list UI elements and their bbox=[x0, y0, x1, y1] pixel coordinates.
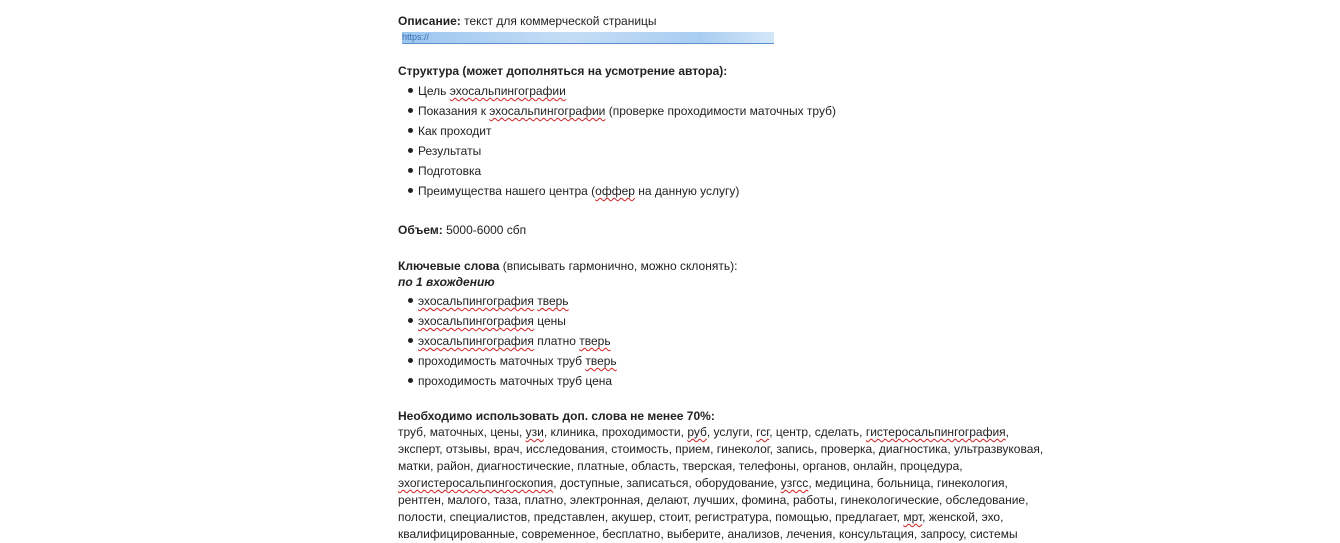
structure-item-keyword: эхосальпингографии bbox=[489, 104, 606, 118]
keyword-term: тверь bbox=[579, 334, 611, 348]
structure-item bbox=[398, 82, 1028, 102]
keyword-text: проходимость маточных труб bbox=[418, 354, 586, 368]
extra-words-text: , bbox=[1005, 425, 1009, 439]
description-link-text[interactable]: https:// bbox=[402, 31, 430, 42]
description-label: Описание: bbox=[398, 14, 461, 28]
extra-words-line bbox=[398, 509, 1028, 526]
extra-words-line bbox=[398, 492, 1028, 509]
extra-words-text: , доступные, записаться, оборудование, bbox=[553, 476, 781, 490]
bullet-icon bbox=[408, 318, 413, 323]
structure-item bbox=[398, 162, 1028, 182]
bullet-icon bbox=[408, 88, 413, 93]
bullet-icon bbox=[408, 188, 413, 193]
structure-item bbox=[398, 102, 1028, 122]
structure-item-text: Цель bbox=[418, 84, 450, 98]
bullet-icon bbox=[408, 128, 413, 133]
extra-word-flagged: гистеросальпингография bbox=[865, 425, 1006, 439]
extra-words-text: матки, район, диагностические, платные, область, тверская, телефоны, органов, онлайн, процедура, bbox=[398, 459, 963, 473]
keyword-term: тверь bbox=[585, 354, 617, 368]
extra-word-flagged: руб bbox=[687, 425, 707, 439]
structure-item-text: Результаты bbox=[418, 144, 482, 158]
keyword-term: тверь bbox=[537, 294, 569, 308]
extra-word-flagged: гсг bbox=[756, 425, 770, 439]
keywords-heading: Ключевые слова bbox=[398, 259, 500, 273]
structure-list bbox=[398, 82, 1028, 202]
volume-line bbox=[398, 222, 1028, 238]
bullet-icon bbox=[408, 108, 413, 113]
structure-item bbox=[398, 142, 1028, 162]
structure-item-text: Показания к bbox=[418, 104, 490, 118]
bullet-icon bbox=[408, 378, 413, 383]
structure-heading: Структура (может дополняться на усмотрение автора): bbox=[398, 64, 728, 78]
document-body bbox=[398, 13, 1044, 543]
bullet-icon bbox=[408, 358, 413, 363]
keyword-item bbox=[398, 292, 1028, 312]
extra-words-line bbox=[398, 475, 1028, 492]
extra-words-line bbox=[398, 424, 1028, 441]
keyword-term: эхосальпингография bbox=[418, 334, 534, 348]
extra-words-text: , женской, эхо, bbox=[922, 510, 1004, 524]
structure-item-text: (проверке проходимости маточных труб) bbox=[605, 104, 836, 118]
structure-item bbox=[398, 122, 1028, 142]
volume-value: 5000-6000 сбп bbox=[446, 223, 527, 237]
extra-words-text: , медицина, больница, гинекология, bbox=[808, 476, 1008, 490]
keyword-term: эхосальпингография bbox=[418, 314, 534, 328]
extra-words-text: рентген, малого, таза, платно, электронная, делают, лучших, фомина, работы, гинекологические, обследование, bbox=[398, 493, 1029, 507]
extra-words-line bbox=[398, 441, 1044, 458]
extra-words-text: полости, специалистов, представлен, акушер, стоит, регистратура, помощью, предлагает, bbox=[398, 510, 904, 524]
structure-item-keyword: эхосальпингографии bbox=[449, 84, 566, 98]
keyword-item bbox=[398, 312, 1028, 332]
extra-words-text: труб, маточных, цены, bbox=[398, 425, 526, 439]
structure-item-text: Как проходит bbox=[418, 124, 492, 138]
bullet-icon bbox=[408, 148, 413, 153]
extra-words-line bbox=[398, 526, 1028, 543]
extra-words-text: эксперт, отзывы, врач, исследования, стоимость, прием, гинеколог, запись, проверка, диагностика, ультразвуковая, bbox=[398, 442, 1044, 456]
keyword-text: проходимость маточных труб цена bbox=[418, 374, 613, 388]
structure-item-text: на данную услугу) bbox=[634, 184, 740, 198]
keywords-list bbox=[398, 292, 1028, 392]
bullet-icon bbox=[408, 338, 413, 343]
keyword-item bbox=[398, 352, 1028, 372]
extra-words-text: , услуги, bbox=[706, 425, 757, 439]
structure-item bbox=[398, 182, 1028, 202]
extra-words-text: , центр, сделать, bbox=[769, 425, 866, 439]
keywords-heading-line bbox=[398, 258, 1028, 274]
keyword-text: цены bbox=[533, 314, 566, 328]
keywords-note: (вписывать гармонично, можно склонять): bbox=[499, 259, 738, 273]
keyword-term: эхосальпингография bbox=[418, 294, 534, 308]
bullet-icon bbox=[408, 168, 413, 173]
keywords-subheading: по 1 вхождению bbox=[398, 275, 495, 289]
description-line bbox=[398, 13, 1028, 45]
keyword-text: платно bbox=[533, 334, 580, 348]
extra-words-text: квалифицированные, современное, бесплатно, выберите, анализов, лечения, консультация, запросу, системы bbox=[398, 527, 1018, 541]
extra-word-flagged: мрт bbox=[903, 510, 923, 524]
extra-words-heading: Необходимо использовать доп. слова не менее 70%: bbox=[398, 409, 715, 423]
volume-label: Объем: bbox=[398, 223, 443, 237]
keyword-item bbox=[398, 332, 1028, 352]
extra-word-flagged: узи bbox=[525, 425, 544, 439]
extra-word-flagged: эхогистеросальпингоскопия bbox=[398, 476, 554, 490]
keyword-item bbox=[398, 372, 1028, 392]
description-link[interactable] bbox=[402, 32, 774, 44]
structure-item-text: Подготовка bbox=[418, 164, 482, 178]
extra-words-text: , клиника, проходимости, bbox=[543, 425, 688, 439]
extra-words-paragraph bbox=[398, 424, 1044, 543]
structure-item-keyword: оффер bbox=[595, 184, 635, 198]
structure-item-text: Преимущества нашего центра ( bbox=[418, 184, 596, 198]
bullet-icon bbox=[408, 298, 413, 303]
description-text: текст для коммерческой страницы bbox=[464, 14, 657, 28]
extra-word-flagged: узгсс bbox=[780, 476, 809, 490]
extra-words-line bbox=[398, 458, 1028, 475]
